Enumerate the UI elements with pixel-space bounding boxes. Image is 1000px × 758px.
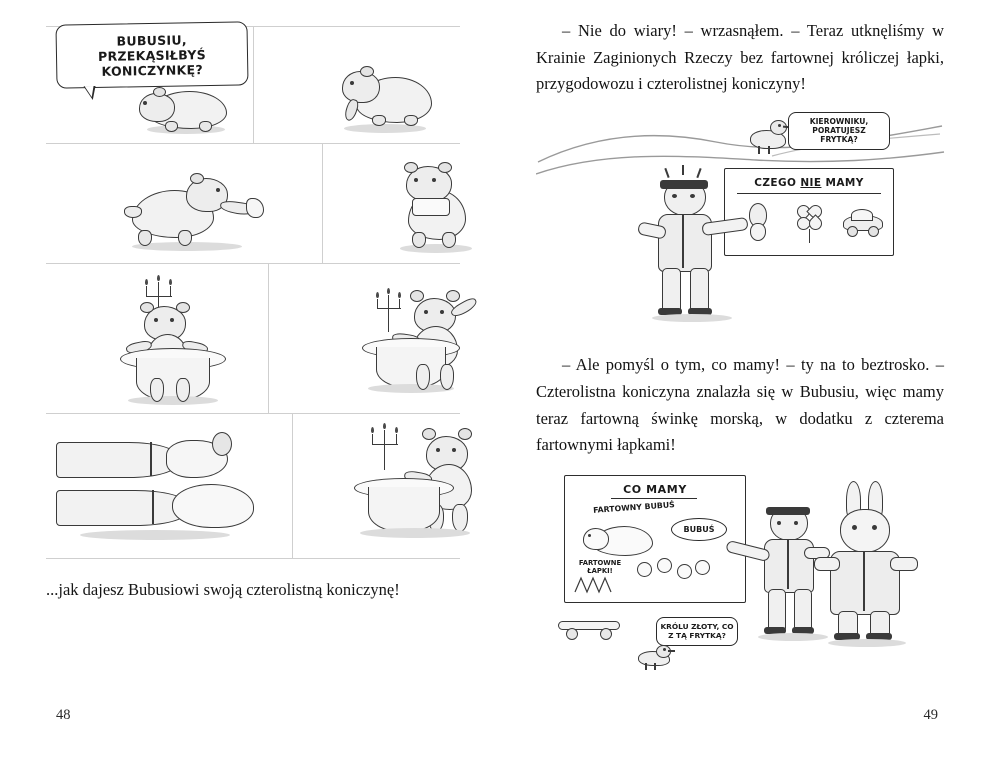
board-sketch-bubus [583, 518, 665, 564]
label-fartowny-bubus: FARTOWNY BUBUŚ [592, 500, 676, 515]
speech-balloon-main: BUBUSIU, PRZEKĄSIŁBYŚ KONICZYNKĘ? [55, 21, 248, 88]
board-zigzag [573, 572, 623, 598]
board-item-vehicle [841, 209, 885, 239]
guinea-pig-left [141, 85, 236, 135]
comic-row-1 [46, 26, 460, 144]
comic-caption: ...jak dajesz Bubusiowi swoją czterolistną koniczynę! [46, 580, 400, 599]
comic-row-3 [46, 264, 460, 414]
guinea-pig-right [338, 69, 438, 135]
seated-guinea-pig-table [342, 418, 506, 558]
rabbit-character [816, 481, 922, 649]
presenter-character [742, 501, 834, 647]
board-title-part-1: CZEGO [754, 177, 801, 190]
paragraph-1: – Nie do wiary! – wrzasnąłem. – Teraz utknęliśmy w Krainie Zaginionych Rzeczy bez fartownej króliczej łapki, przygodowozu i czterolistnej koniczyny! [536, 21, 944, 94]
board-title-part-3: MAMY [821, 177, 864, 190]
board-title-1 [725, 177, 893, 189]
board-item-clover [789, 201, 831, 245]
page-number-right: 49 [923, 707, 938, 723]
board-title-2: CO MAMY [623, 483, 687, 497]
right-page [500, 0, 1000, 758]
dining-scene-right [346, 278, 506, 410]
skateboard [558, 619, 624, 641]
comic-row-4 [46, 414, 460, 559]
board-circle-bubus: BUBUŚ [671, 518, 727, 541]
comic-strip [46, 26, 460, 559]
bird-speech-bubble-2: KRÓLU ZŁOTY, CO Z TĄ FRYTKĄ? [656, 617, 738, 646]
illustration-czego-nie-mamy [536, 112, 944, 334]
board-title-part-2: NIE [800, 177, 822, 190]
board-co-mamy [564, 475, 746, 603]
board-item-rabbit-foot [741, 203, 775, 243]
bird-speech-bubble-1: KIEROWNIKU, PORATUJESZ FRYTKĄ? [788, 112, 890, 150]
bird-character-2 [632, 645, 678, 671]
guinea-pig-with-napkin [396, 164, 482, 256]
dining-scene-left [106, 272, 256, 410]
illustration-co-mamy [536, 469, 944, 674]
paragraph-2: – Ale pomyśl o tym, co mamy! – ty na to beztrosko. – Czterolistna koniczyna znalazła się w Bubusiu, więc mamy teraz fartowną świnkę morską, w dodatku z czterema fartownymi łapkami! [536, 355, 944, 455]
board-paw-marks [637, 558, 721, 588]
hand-offering-clover [46, 438, 290, 548]
guinea-pig-reaching [124, 172, 264, 254]
page-number-left: 48 [56, 707, 71, 723]
board-czego-nie-mamy [724, 168, 894, 256]
comic-row-2 [46, 144, 460, 264]
label-fartowne-lapki: FARTOWNE ŁAPKI! [578, 559, 622, 575]
balloon-tail-inner [85, 86, 94, 97]
